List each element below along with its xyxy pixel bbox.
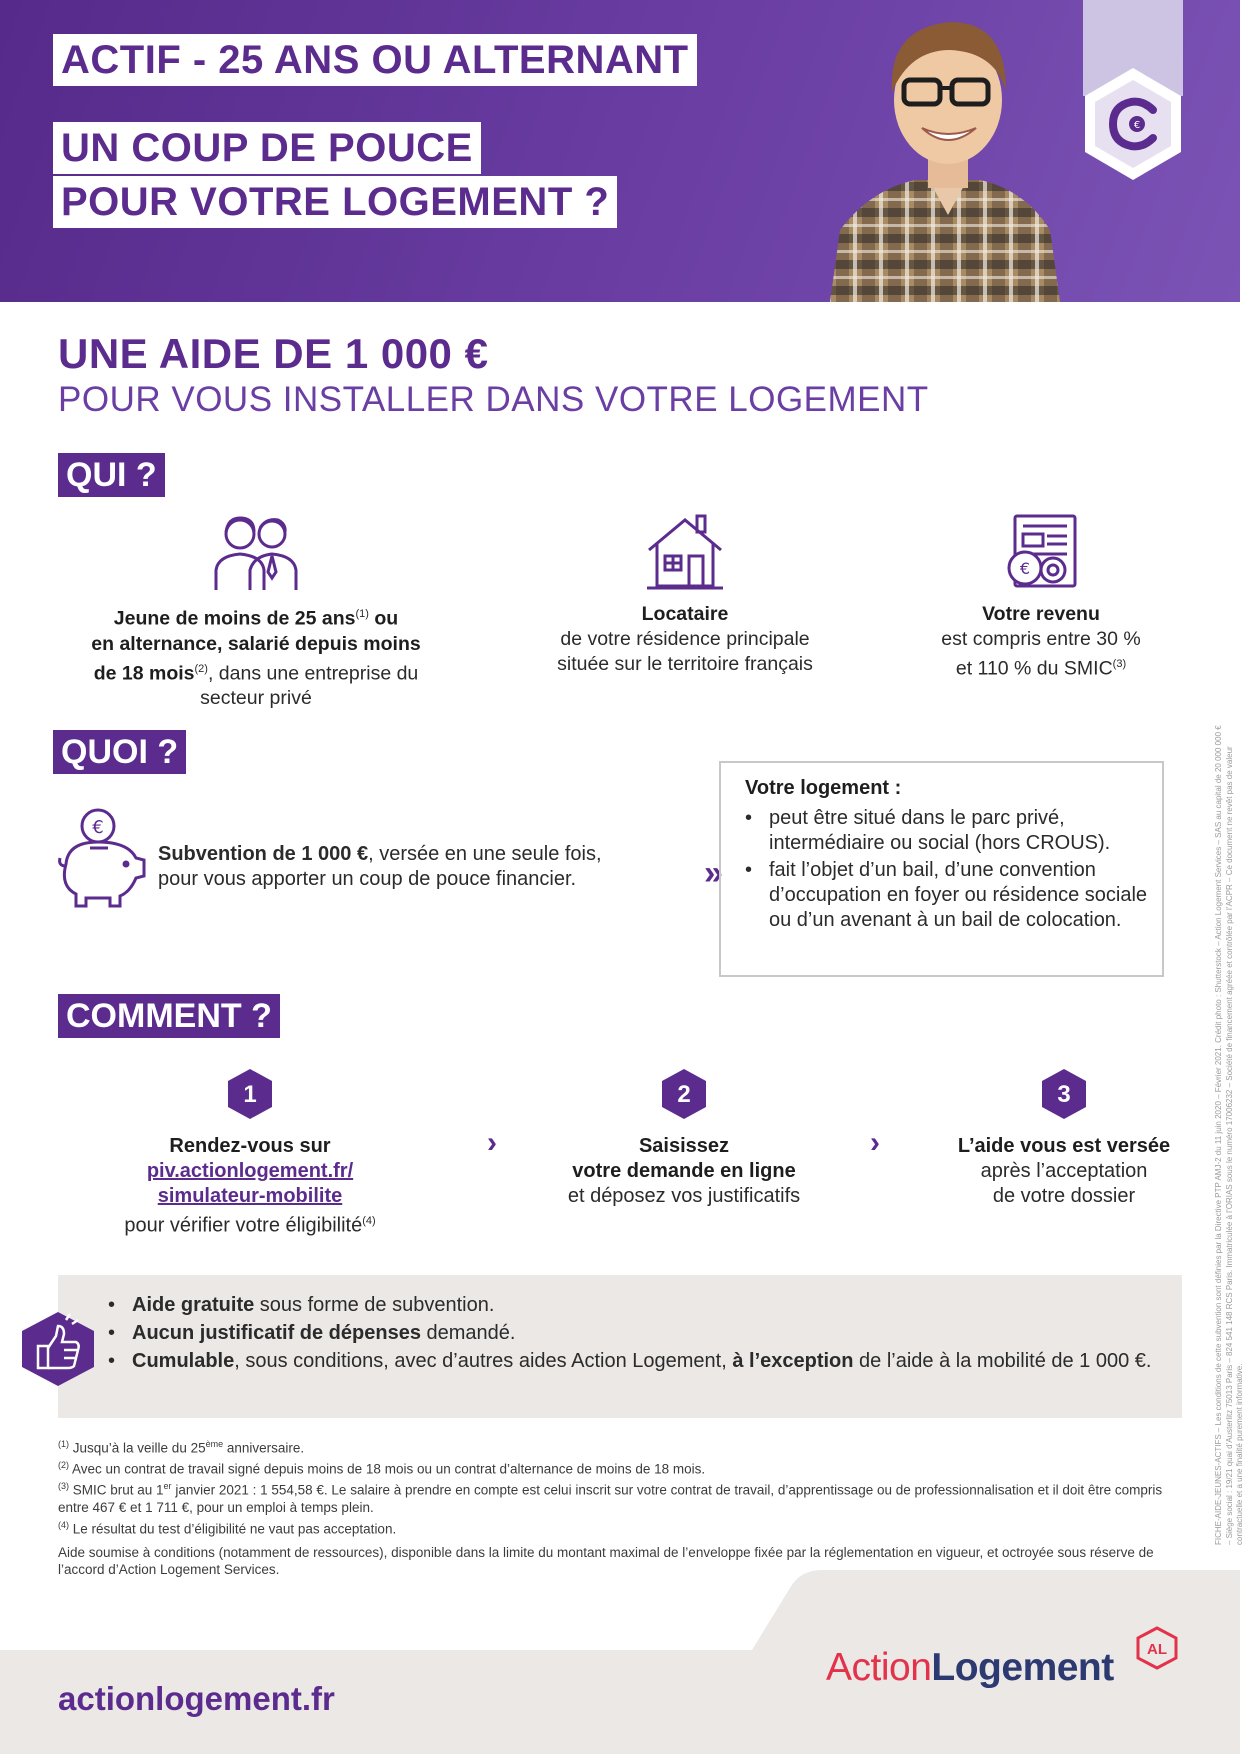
- footnote-1-end: anniversaire.: [223, 1440, 305, 1456]
- avantages-box: [58, 1275, 1182, 1418]
- chevron-right-icon: ›: [487, 1126, 497, 1159]
- footnote-2-marker: (2): [58, 1460, 69, 1470]
- chevron-right-icon: ›: [870, 1126, 880, 1159]
- avantage-3-text-end: de l’aide à la mobilité de 1 000 €.: [853, 1350, 1152, 1372]
- payslip-coins-icon: [1001, 512, 1081, 592]
- qui-age-line2: en alternance, salarié depuis moins: [91, 632, 421, 655]
- footnote-1: [58, 1436, 1182, 1457]
- avantages-list: [108, 1293, 1172, 1374]
- footnote-2: [58, 1457, 1182, 1478]
- step-2-line1: Saisissez: [638, 1135, 730, 1157]
- footnote-2-text: Avec un contrat de travail signé depuis moins de 18 mois ou un contrat d’alternance de moins de 18 mois.: [69, 1461, 706, 1477]
- qui-column-age: [60, 512, 452, 711]
- section-label-qui: QUI ?: [58, 453, 165, 497]
- brand-action: Action: [826, 1646, 932, 1689]
- qui-column-revenu: [900, 512, 1182, 682]
- avantage-2: [108, 1321, 1172, 1346]
- aide-title: UNE AIDE DE 1 000 €: [58, 330, 489, 377]
- brand-logo-letters: AL: [1147, 1641, 1167, 1658]
- footnote-ref-4: (4): [362, 1215, 376, 1227]
- brand-logement: Logement: [931, 1646, 1114, 1689]
- footnote-3-text-b: janvier 2021 : 1 554,58 €. Le salaire à prendre en compte est celui inscrit sur votre contrat de travail, d’apprentissage ou de professionnalisation et il doit être compris entre 467 € et 1 711 €, pour un emploi à temps plein.: [58, 1482, 1163, 1515]
- avantage-3: [108, 1349, 1172, 1374]
- qui-age-line3b: , dans une entreprise du: [207, 662, 419, 684]
- header-line-3: POUR VOTRE LOGEMENT ?: [53, 176, 617, 228]
- footnote-3-ordinal: er: [163, 1481, 172, 1491]
- avantage-1: [108, 1293, 1172, 1318]
- logement-bullet-2: • fait l’objet d’un bail, d’une convention d’occupation en foyer ou résidence sociale ou d’un avenant à un bail de colocation.: [745, 858, 1148, 933]
- footnote-3-marker: (3): [58, 1481, 69, 1491]
- logement-bullet-1: • peut être situé dans le parc privé, intermédiaire ou social (hors CROUS).: [745, 806, 1148, 856]
- footnote-3: [58, 1478, 1182, 1517]
- qui-age-line1a: Jeune de moins de 25 ans: [113, 607, 356, 630]
- logement-box-title: Votre logement :: [745, 777, 902, 799]
- footer-website-link[interactable]: actionlogement.fr: [58, 1680, 335, 1717]
- smiling-man-illustration: [810, 0, 1080, 302]
- footnote-1-text: Jusqu’à la veille du 25: [69, 1440, 206, 1456]
- qui-age-line1b: ou: [368, 607, 399, 630]
- action-logement-logo-icon: [1136, 1626, 1178, 1670]
- aide-subtitle: POUR VOUS INSTALLER DANS VOTRE LOGEMENT: [58, 380, 929, 419]
- footnote-3-text-a: SMIC brut au 1: [69, 1482, 164, 1498]
- double-chevron-icon: »: [704, 854, 723, 892]
- footnote-4-marker: (4): [58, 1519, 69, 1530]
- quoi-text-1: , versée en une seule fois,: [368, 843, 602, 865]
- step-number-hexagon: [661, 1068, 707, 1120]
- section-label-comment: COMMENT ?: [58, 994, 280, 1038]
- header-line-2: UN COUP DE POUCE: [53, 122, 481, 174]
- qui-age-line4: secteur privé: [200, 687, 312, 709]
- qui-revenu-line2: est compris entre 30 %: [941, 628, 1141, 650]
- quoi-description: [158, 842, 678, 892]
- qui-age-line3a: de 18 mois: [93, 662, 195, 684]
- conditions-text: Aide soumise à conditions (notamment de ressources), disponible dans la limite du montant maximal de l’enveloppe fixée par la réglementation en vigueur, et octroyée sous réserve de l’accord d’Action Logement Services.: [58, 1544, 1154, 1577]
- step-number-hexagon: [1041, 1068, 1087, 1120]
- footnotes: [58, 1436, 1182, 1579]
- step-1: [60, 1068, 440, 1239]
- step-3-line2: après l’acceptation: [980, 1160, 1148, 1182]
- footnote-1-ordinal: ème: [205, 1439, 224, 1449]
- avantage-2-bold: Aucun justificatif de dépenses: [132, 1322, 421, 1344]
- aide-badge-icon: [1083, 66, 1183, 182]
- thumbs-up-icon: [20, 1310, 96, 1388]
- votre-logement-box: [719, 761, 1164, 977]
- step-3-number: 3: [1057, 1081, 1071, 1108]
- avantage-3-text: , sous conditions, avec d’autres aides Action Logement,: [234, 1350, 733, 1372]
- step-1-line4: pour vérifier votre éligibilité: [124, 1214, 363, 1237]
- footnote-4-text: Le résultat du test d’éligibilité ne vaut pas acceptation.: [69, 1521, 397, 1536]
- step-2: [514, 1068, 854, 1209]
- action-logement-wordmark: [826, 1646, 1114, 1690]
- step-1-line1: Rendez-vous sur: [169, 1135, 331, 1157]
- people-icon: [210, 512, 302, 592]
- svg-text:€: €: [1133, 120, 1141, 131]
- section-label-quoi: QUOI ?: [53, 730, 186, 774]
- qui-locataire-line2: de votre résidence principale: [560, 628, 810, 650]
- simulateur-link-part1[interactable]: piv.actionlogement.fr/: [146, 1160, 354, 1182]
- step-3-line1: L’aide vous est versée: [957, 1135, 1171, 1157]
- footnote-1-marker: (1): [58, 1439, 69, 1449]
- footnote-4: [58, 1517, 1182, 1538]
- house-icon: [645, 512, 725, 592]
- header-line-1: ACTIF - 25 ANS OU ALTERNANT: [53, 34, 697, 86]
- qui-locataire-title: Locataire: [641, 603, 729, 625]
- qui-revenu-line3: et 110 % du SMIC: [955, 657, 1113, 680]
- qui-revenu-title: Votre revenu: [982, 603, 1100, 625]
- avantage-1-bold: Aide gratuite: [132, 1294, 255, 1316]
- svg-text:€: €: [92, 817, 104, 838]
- footnote-ref-2: (2): [194, 662, 208, 675]
- avantage-1-text: sous forme de subvention.: [254, 1294, 495, 1316]
- step-3: [926, 1068, 1202, 1209]
- piggy-bank-icon: [56, 806, 148, 908]
- qui-locataire-line3: située sur le territoire français: [557, 653, 813, 675]
- step-2-line2: votre demande en ligne: [572, 1160, 796, 1182]
- step-2-line3: et déposez vos justificatifs: [567, 1185, 801, 1207]
- quoi-text-2: pour vous apporter un coup de pouce financier.: [158, 868, 577, 890]
- logement-bullets: [745, 806, 1148, 933]
- quoi-subvention-bold: Subvention de 1 000 €: [158, 843, 369, 865]
- step-2-number: 2: [677, 1081, 691, 1108]
- avantage-3-bold2: à l’exception: [732, 1350, 854, 1372]
- avantage-3-bold: Cumulable: [132, 1350, 235, 1372]
- footnote-ref-3: (3): [1112, 658, 1127, 670]
- svg-text:€: €: [1019, 559, 1031, 578]
- step-number-hexagon: [227, 1068, 273, 1120]
- avantage-2-text: demandé.: [420, 1322, 516, 1344]
- legal-side-text: FICHE-AIDE-JEUNES-ACTIFS – Les conditions de cette subvention sont définies par la Directive PTP AMJ-2 du 11 juin 2020 – Février 2021. Crédit photo : Shutterstock – Action Logement Services – SAS au capital de 20 000 000 € – Siège social : 19/21 quai d’Austerlitz 75013 Paris – 824 541 148 RCS Paris. Immatriculée à l’ORIAS sous le numéro 17006232 – Société de financement agréée et contrôlée par l’ACPR – Ce document ne revêt pas de valeur contractuelle et a une finalité purement informative.: [1214, 725, 1244, 1545]
- qui-column-locataire: [500, 512, 870, 677]
- step-3-line3: de votre dossier: [992, 1185, 1136, 1207]
- step-1-number: 1: [243, 1081, 257, 1108]
- simulateur-link-part2[interactable]: simulateur-mobilite: [157, 1185, 343, 1207]
- footnote-ref-1: (1): [355, 608, 369, 620]
